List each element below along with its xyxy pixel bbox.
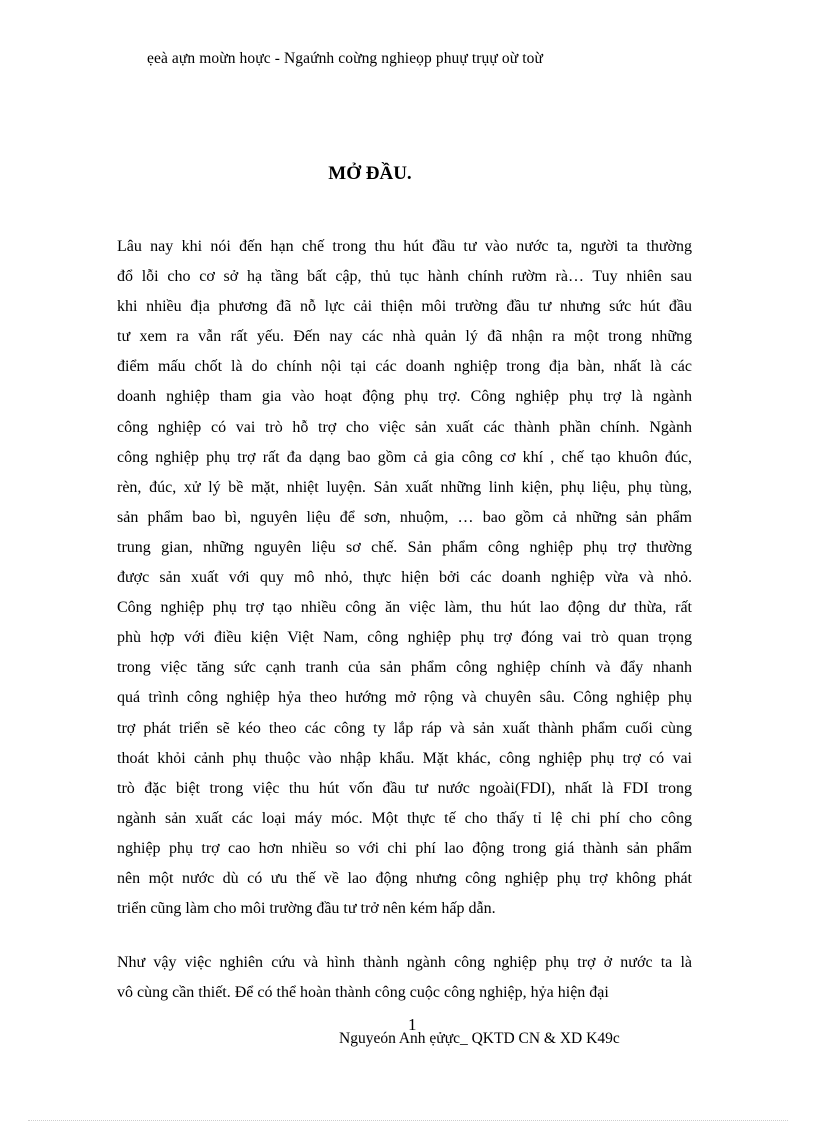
text-line: doanh nghiệp tham gia vào hoạt động phụ trợ. Công nghiệp phụ trợ là ngành [117, 388, 692, 406]
text-line: nghiệp phụ trợ cao hơn nhiều so với chi phí lao động trong giá thành sản phẩm [117, 839, 692, 857]
text-line: khi nhiều địa phương đã nỗ lực cải thiện môi trường đầu tư nhưng sức hút đầu [117, 298, 692, 316]
running-header: ẹeà aựn moừn hoực - Ngaứnh coừng nghieọp phuự trụự oừ toừ [147, 50, 543, 67]
text-line: Như vậy việc nghiên cứu và hình thành ngành công nghiệp phụ trợ ở nước ta là [117, 954, 692, 971]
text-line: rèn, đúc, xử lý bề mặt, nhiệt luyện. Sản xuất những linh kiện, phụ liệu, phụ tùng, [117, 478, 692, 496]
footer-author-line: Nguyeón Anh ẹửực_ QKTD CN & XD K49c [339, 1030, 620, 1047]
page-bottom-rule [28, 1120, 788, 1121]
text-line: triển cũng làm cho môi trường đầu tư trở nên kém hấp dẫn. [117, 900, 496, 918]
text-line: quá trình công nghiệp hỷa theo hướng mở rộng và chuyên sâu. Công nghiệp phụ [117, 689, 692, 707]
section-title: MỞ ĐẦU. [328, 163, 412, 184]
text-line: trò đặc biệt trong việc thu hút vốn đầu tư nước ngoài(FDI), nhất là FDI trong [117, 779, 692, 797]
text-line: công nghiệp có vai trò hỗ trợ cho việc sản xuất các thành phần chính. Ngành [117, 418, 692, 436]
text-line: công nghiệp phụ trợ rất đa dạng bao gồm cả gia công cơ khí , chế tạo khuôn đúc, [117, 448, 692, 466]
paragraph-1 [117, 232, 692, 924]
text-line: Lâu nay khi nói đến hạn chế trong thu hút đầu tư vào nước ta, người ta thường [117, 238, 692, 255]
text-line: nên một nước dù có ưu thế về lao động nhưng công nghiệp phụ trợ không phát [117, 869, 692, 887]
text-line: ngành sản xuất các loại máy móc. Một thực tế cho thấy tỉ lệ chi phí cho công [117, 809, 692, 827]
text-line: phù hợp với điều kiện Việt Nam, công nghiệp phụ trợ đóng vai trò quan trọng [117, 629, 692, 647]
text-line: Công nghiệp phụ trợ tạo nhiều công ăn việc làm, thu hút lao động dư thừa, rất [117, 599, 692, 617]
text-line: tư xem ra vẫn rất yếu. Đến nay các nhà quản lý đã nhận ra một trong những [117, 328, 692, 346]
text-line: trợ phát triển sẽ kéo theo các công ty lắp ráp và sản xuất thành phẩm cuối cùng [117, 719, 692, 737]
paragraph-2 [117, 948, 692, 1008]
text-line: được sản xuất với quy mô nhỏ, thực hiện bởi các doanh nghiệp vừa và nhỏ. [117, 569, 692, 587]
text-line: sản phẩm bao bì, nguyên liệu để sơn, nhuộm, … bao gồm cả những sản phẩm [117, 508, 692, 526]
text-line: trung gian, những nguyên liệu sơ chế. Sản phẩm công nghiệp phụ trợ thường [117, 538, 692, 556]
text-line: điểm mấu chốt là do chính nội tại các doanh nghiệp trong địa bàn, nhất là các [117, 358, 692, 376]
text-line: trong việc tăng sức cạnh tranh của sản phẩm công nghiệp chính và đẩy nhanh [117, 659, 692, 677]
text-line: vô cùng cần thiết. Để có thể hoàn thành công cuộc công nghiệp, hỷa hiện đại [117, 984, 609, 1002]
text-line: thoát khỏi cảnh phụ thuộc vào nhập khẩu. Mặt khác, công nghiệp phụ trợ có vai [117, 749, 692, 767]
text-line: đổ lỗi cho cơ sở hạ tầng bất cập, thủ tục hành chính rườm rà… Tuy nhiên sau [117, 268, 692, 286]
page-number: 1 [408, 1015, 417, 1034]
